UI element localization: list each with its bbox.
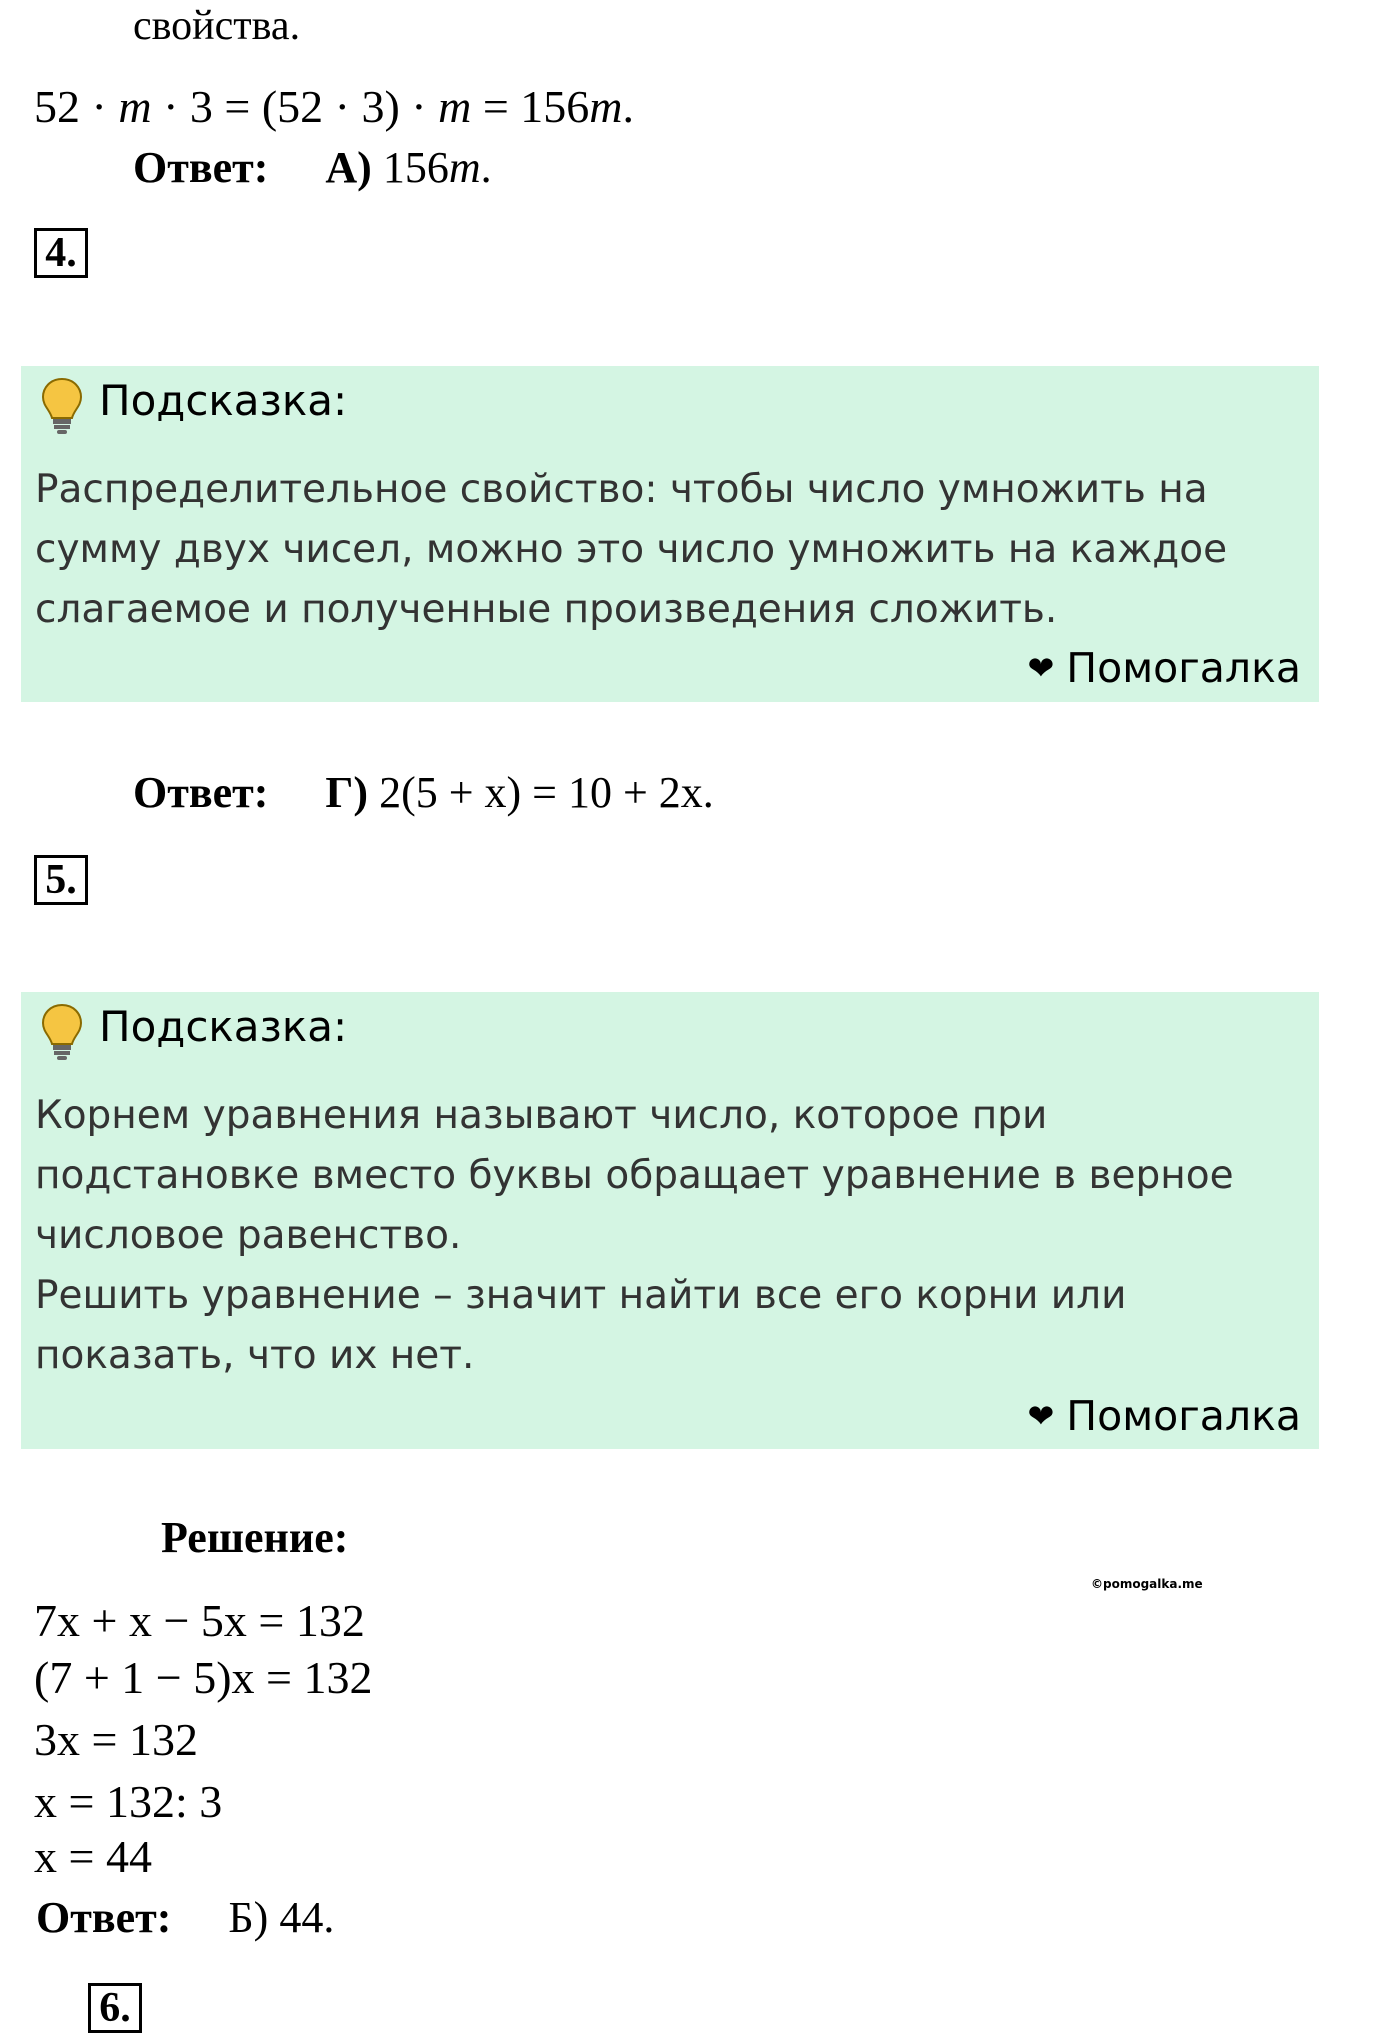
task-number-6: 6. [88, 1983, 142, 2033]
eq-num1: 52 [34, 81, 80, 132]
watermark: ©pomogalka.me [1091, 1577, 1203, 1591]
eq-middle: = (52 · 3) · [212, 81, 439, 132]
solution-step: x = 44 [34, 1831, 152, 1882]
lightbulb-icon [39, 376, 85, 436]
task-number-5: 5. [34, 855, 88, 905]
solution-step: (7 + 1 − 5)x = 132 [34, 1652, 373, 1703]
answer-letter: А) [325, 143, 372, 192]
eq-end: . [622, 81, 635, 132]
answer-label: Ответ: [133, 768, 269, 817]
answer-label: Ответ: [133, 143, 269, 192]
hint-text: Распределительное свойство: чтобы число умножить на сумму двух чисел, можно это число умножить на каждое слагаемое и полученные произведения сложить. [35, 467, 1228, 632]
answer-label: Ответ: [36, 1893, 172, 1942]
answer-letter: Г) [325, 768, 369, 817]
brand-label [1027, 644, 1301, 692]
answer-4 [133, 767, 714, 818]
brand-name: Помогалка [1066, 644, 1301, 692]
solution-step: 3x = 132 [34, 1714, 198, 1765]
answer-value: 2(5 + x) = 10 + 2x. [379, 768, 714, 817]
eq-result-var: m [589, 81, 623, 132]
hint-title: Подсказка: [99, 1002, 348, 1051]
answer-prev [133, 142, 492, 193]
hint-box-5 [21, 992, 1319, 1449]
solution-step: 7x + x − 5x = 132 [34, 1595, 365, 1646]
equation-associative: 52 · m · 3 = (52 · 3) · m = 156m. [34, 81, 635, 132]
brand-label [1027, 1392, 1301, 1440]
answer-value-num: 156 [382, 143, 449, 192]
eq-var: m [118, 81, 152, 132]
eq-num2: 3 [189, 81, 213, 132]
lightbulb-icon [39, 1002, 85, 1062]
eq-result-num: 156 [520, 81, 590, 132]
solution-label: Решение: [161, 1513, 349, 1562]
heart-icon: ❤ [1027, 1397, 1055, 1435]
brand-name: Помогалка [1066, 1392, 1301, 1440]
solution-step: x = 132: 3 [34, 1776, 223, 1827]
heart-icon: ❤ [1027, 649, 1055, 687]
task-number-4: 4. [34, 228, 88, 278]
intro-text: свойства. [133, 3, 301, 49]
hint-box-4 [21, 366, 1319, 702]
answer-value: Б) 44. [228, 1893, 335, 1942]
answer-5 [36, 1892, 334, 1943]
answer-end: . [480, 143, 492, 192]
answer-value-var: m [448, 143, 481, 192]
hint-text: Корнем уравнения называют число, которое при подстановке вместо буквы обращает уравнение в верное числовое равенство. Решить уравнение – значит найти все его корни или показать, что их нет. [35, 1093, 1234, 1378]
hint-title: Подсказка: [99, 376, 348, 425]
